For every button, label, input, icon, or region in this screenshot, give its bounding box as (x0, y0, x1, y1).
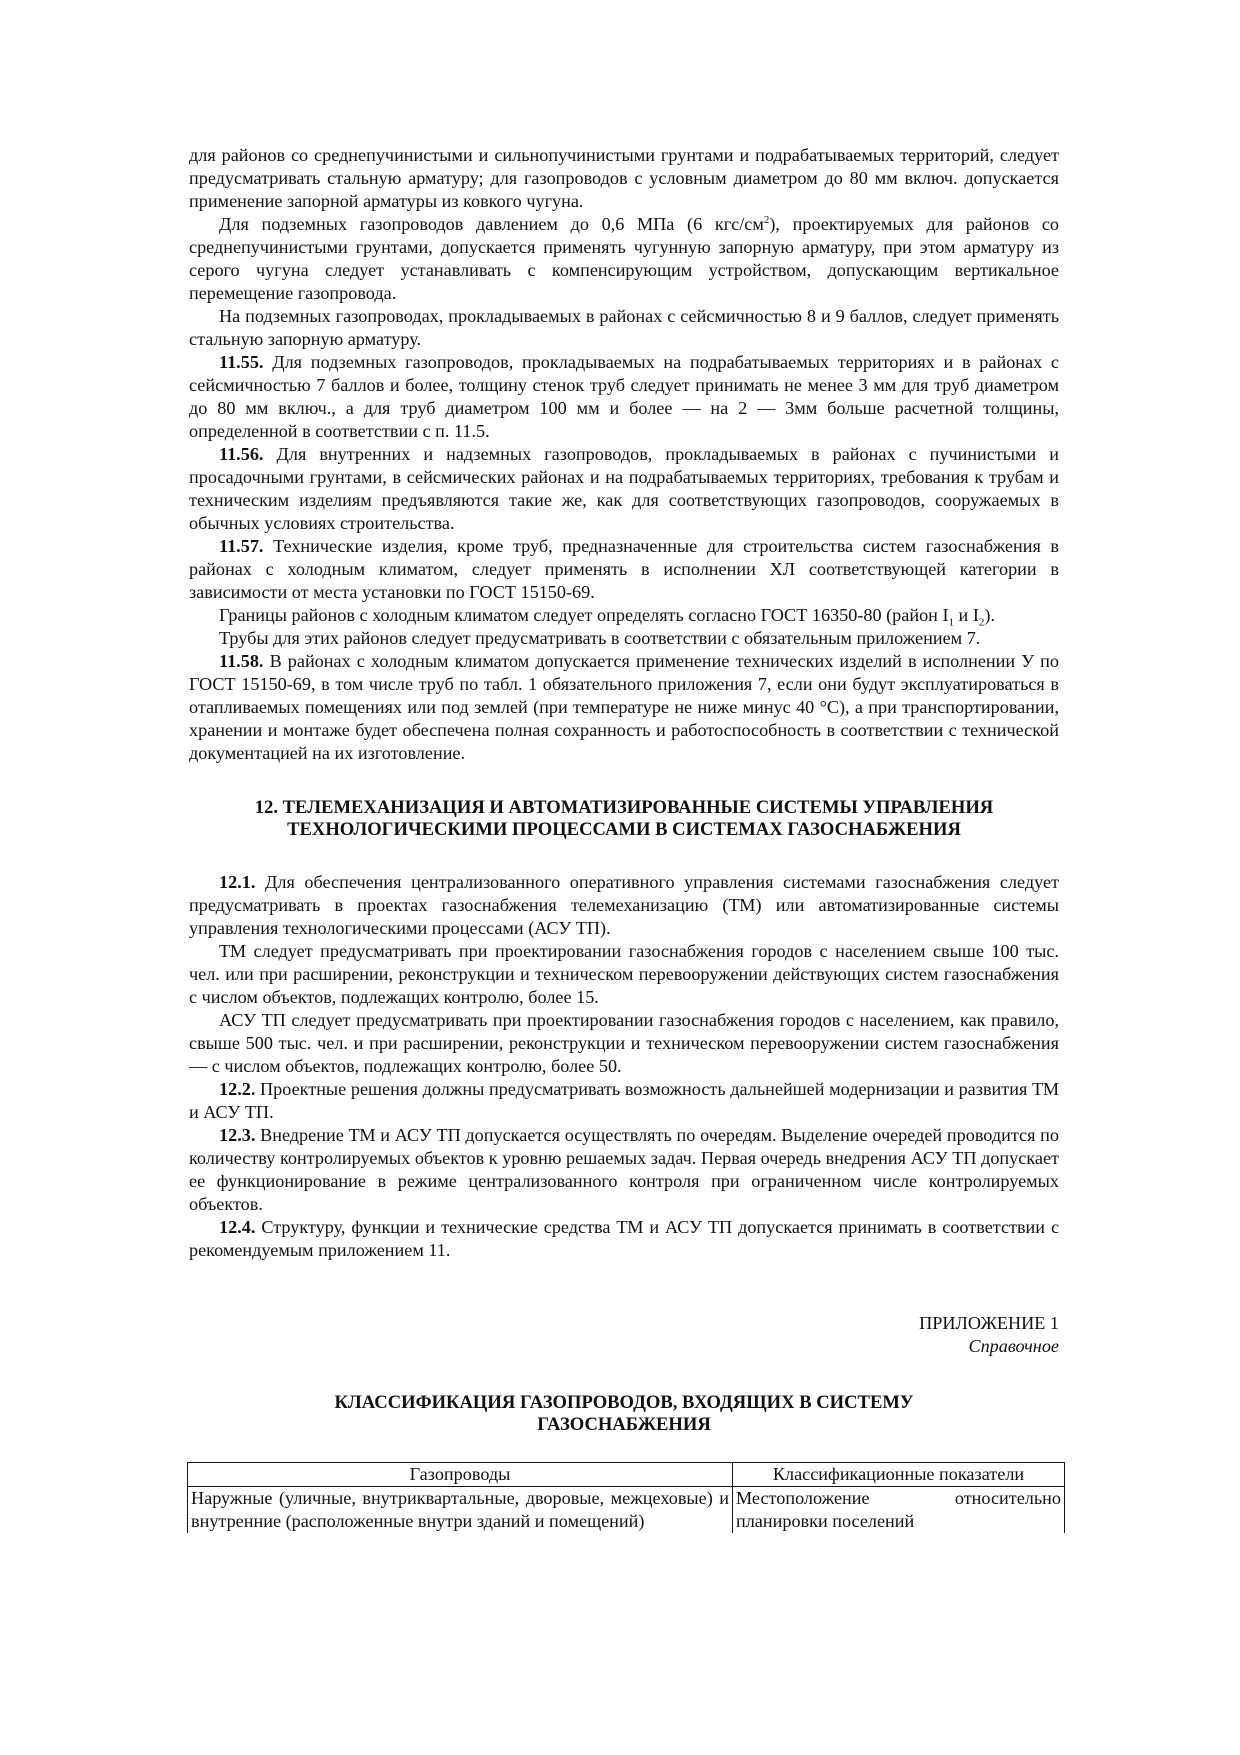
paragraph: Для подземных газопроводов давлением до 0,6 МПа (6 кгс/$см^2$), проектируемых для районов со среднепучинистыми грунтами, допускается применять чугунную запорную арматуру, при этом арматуру из серого чугуна следует устанавливать с компенсирующим устройством, допускающим вертикальное перемещение газопровода. (189, 213, 1059, 303)
appendix-title: КЛАССИФИКАЦИЯ ГАЗОПРОВОДОВ, ВХОДЯЩИХ В СИСТЕМУ ГАЗОСНАБЖЕНИЯ (334, 1392, 914, 1435)
appendix-label: ПРИЛОЖЕНИЕ 1 (919, 1313, 1059, 1333)
clause-number: 12.4. (219, 1217, 256, 1237)
table-row (188, 1487, 1065, 1534)
clause-12-2: 12.2. Проектные решения должны предусматривать возможность дальнейшей модернизации и развития ТМ и АСУ ТП. (189, 1079, 1059, 1122)
section-12-title: 12. ТЕЛЕМЕХАНИЗАЦИЯ И АВТОМАТИЗИРОВАННЫЕ СИСТЕМЫ УПРАВЛЕНИЯ ТЕХНОЛОГИЧЕСКИМИ ПРОЦЕССАМИ В СИСТЕМАХ ГАЗОСНАБЖЕНИЯ (254, 797, 994, 840)
clause-number: 12.3. (219, 1125, 256, 1145)
clause-number: 11.56. (219, 444, 264, 464)
clause-number: 11.57. (219, 536, 264, 556)
paragraph: ТМ следует предусматривать при проектировании газоснабжения городов с населением свыше 100 тыс. чел. или при расширении, реконструкции и техническом перевооружении действующих систем газоснабжения с числом объектов, подлежащих контролю, более 15. (189, 941, 1059, 1007)
clause-12-1: 12.1. Для обеспечения централизованного оперативного управления системами газоснабжения следует предусматривать в проектах газоснабжения телемеханизацию (ТМ) или автоматизированные системы управления технологическими процессами (АСУ ТП). (189, 872, 1059, 938)
clause-number: 11.58. (219, 651, 264, 671)
paragraph: Границы районов с холодным климатом следует определять согласно ГОСТ 16350-80 (район $I_1$ и $I_2$). (219, 605, 995, 629)
appendix-sublabel: Справочное (968, 1336, 1059, 1356)
table-header-cell: Классификационные показатели (733, 1463, 1065, 1487)
clause-11-57: 11.57. Технические изделия, кроме труб, предназначенные для строительства систем газоснабжения в районах с холодным климатом, следует применять в исполнении ХЛ соответствующей категории в зависимости от места установки по ГОСТ 15150-69. (189, 536, 1060, 602)
paragraph: На подземных газопроводах, прокладываемых в районах с сейсмичностью 8 и 9 баллов, следует применять стальную запорную арматуру. (189, 306, 1059, 349)
clause-11-56: 11.56. Для внутренних и надземных газопроводов, прокладываемых в районах с пучинистыми и просадочными грунтами, в сейсмических районах и на подрабатываемых территориях, требования к трубам и техническим изделиям предъявляются такие же, как для соответствующих газопроводов, сооружаемых в обычных условиях строительства. (189, 444, 1060, 533)
clause-12-4: 12.4. Структуру, функции и технические средства ТМ и АСУ ТП допускается принимать в соответствии с рекомендуемым приложением 11. (189, 1217, 1060, 1260)
clause-11-58: 11.58. В районах с холодным климатом допускается применение технических изделий в исполнении У по ГОСТ 15150-69, в том числе труб по табл. 1 обязательного приложения 7, если они будут эксплуатироваться в отапливаемых помещениях или под землей (при температуре не ниже минус 40 °С), а при транспортировании, хранении и монтаже будет обеспечена полная сохранность и работоспособность в соответствии с технической документацией на их изготовление. (189, 651, 1059, 763)
table-cell: Местоположение относительно планировки поселений (733, 1487, 1065, 1534)
paragraph: Трубы для этих районов следует предусматривать в соответствии с обязательным приложением 7. (219, 628, 981, 648)
clause-11-55: 11.55. Для подземных газопроводов, прокладываемых на подрабатываемых территориях и в районах с сейсмичностью 7 баллов и более, толщину стенок труб следует принимать не менее 3 мм для труб диаметром до 80 мм включ., а для труб диаметром 100 мм и более — на 2 — 3мм больше расчетной толщины, определенной в соответствии с п. 11.5. (189, 352, 1059, 441)
clause-number: 11.55. (219, 352, 264, 372)
table-header-cell: Газопроводы (188, 1463, 733, 1487)
appendix-header (189, 1312, 1059, 1358)
clause-number: 12.1. (219, 872, 256, 892)
table-cell: Наружные (уличные, внутриквартальные, дворовые, межцеховые) и внутренние (расположенные внутри зданий и помещений) (188, 1487, 733, 1534)
table-header-row (188, 1463, 1065, 1487)
classification-table (187, 1462, 1065, 1533)
clause-12-3: 12.3. Внедрение ТМ и АСУ ТП допускается осуществлять по очередям. Выделение очередей проводится по количеству контролируемых объектов к уровню решаемых задач. Первая очередь внедрения АСУ ТП допускает ее функционирование в режиме централизованного контроля при ограниченном числе контролируемых объектов. (189, 1125, 1060, 1214)
document-page (189, 144, 1059, 1533)
paragraph: АСУ ТП следует предусматривать при проектировании газоснабжения городов с населением, как правило, свыше 500 тыс. чел. и при расширении, реконструкции и техническом перевооружении систем газоснабжения — с числом объектов, подлежащих контролю, более 50. (189, 1010, 1059, 1076)
clause-number: 12.2. (219, 1079, 256, 1099)
paragraph: для районов со среднепучинистыми и сильнопучинистыми грунтами и подрабатываемых территорий, следует предусматривать стальную арматуру; для газопроводов с условным диаметром до 80 мм включ. допускается применение запорной арматуры из ковкого чугуна. (189, 145, 1059, 211)
